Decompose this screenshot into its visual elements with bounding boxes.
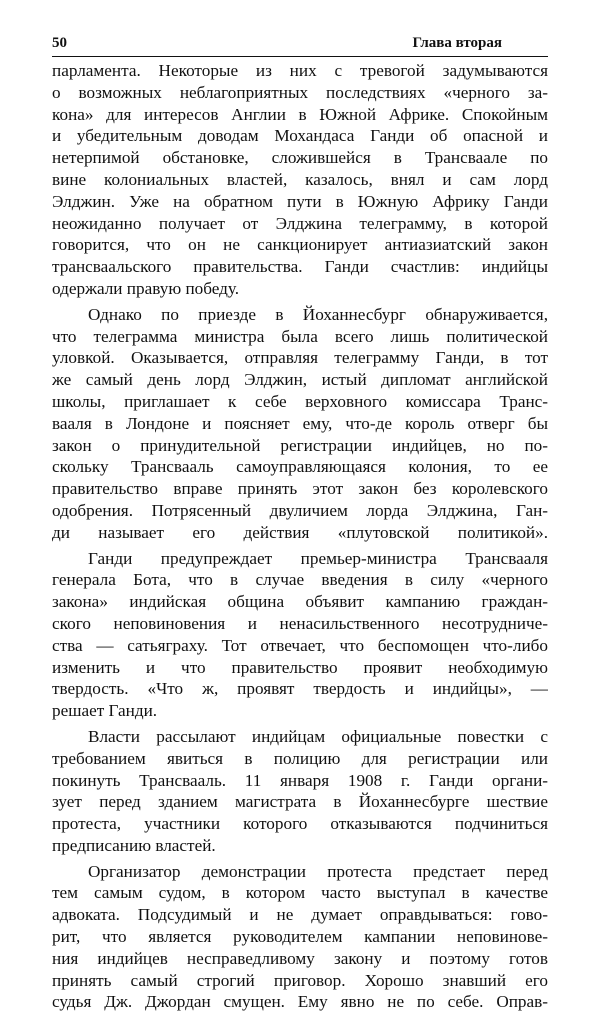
- text-line: изменить и что правительство проявит необходимую: [52, 657, 548, 677]
- text-line: что телеграмма министра была всего лишь политической: [52, 326, 548, 346]
- text-line: протеста, участники которого отказываются подчиниться: [52, 814, 548, 834]
- text-line: закона» индийская община объявит кампанию граждан-: [52, 592, 548, 612]
- paragraph: [52, 304, 548, 544]
- text-line: нетерпимой обстановке, сложившейся в Трансваале по: [52, 148, 548, 168]
- text-line: ского неповиновения и ненасильственного несотрудниче-: [52, 613, 548, 633]
- text-line: твердость. «Что ж, проявят твердость и индийцы», —: [52, 679, 548, 699]
- text-line: школы, приглашает к себе верховного комиссара Транс-: [52, 391, 548, 411]
- text-line: одобрения. Потрясенный двуличием лорда Элджина, Ган-: [52, 500, 548, 520]
- text-line: говорится, что он не санкционирует антиазиатский закон: [52, 235, 548, 255]
- body-text: [52, 60, 548, 1013]
- text-line: покинуть Трансвааль. 11 января 1908 г. Ганди органи-: [52, 770, 548, 790]
- chapter-title: Глава вторая: [412, 35, 502, 51]
- text-line: адвоката. Подсудимый и не думает оправдываться: гово-: [52, 905, 548, 925]
- text-line: Ганди предупреждает премьер-министра Трансвааля: [88, 548, 548, 568]
- text-line: Организатор демонстрации протеста предстает перед: [88, 861, 548, 881]
- text-line: рит, что является руководителем кампании неповинове-: [52, 927, 548, 947]
- text-line: ди называет его действия «плутовской политикой».: [52, 522, 548, 542]
- text-line: требованием явиться в полицию для регистрации или: [52, 748, 548, 768]
- text-line: правительство вправе принять этот закон без королевского: [52, 479, 548, 499]
- text-line: вине колониальных властей, казалось, внял и сам лорд: [52, 169, 548, 189]
- text-line: ния индийцев несправедливому закону и поэтому готов: [52, 948, 548, 968]
- text-line: решает Ганди.: [52, 701, 158, 721]
- text-line: трансваальского правительства. Ганди счастлив: индийцы: [52, 257, 548, 277]
- text-line: генерала Бота, что в случае введения в силу «черного: [52, 570, 548, 590]
- text-line: Однако по приезде в Йоханнесбург обнаруживается,: [88, 304, 548, 324]
- text-line: скольку Трансвааль самоуправляющаяся колония, то ее: [52, 457, 548, 477]
- text-line: вааля в Лондоне и поясняет ему, что-де король отверг бы: [52, 413, 548, 433]
- paragraph: [52, 548, 548, 722]
- text-line: закон о принудительной регистрации индийцев, но по-: [52, 435, 548, 455]
- page-number: 50: [52, 35, 67, 51]
- text-line: Власти рассылают индийцам официальные повестки с: [88, 726, 548, 746]
- text-line: о возможных неблагоприятных последствиях «черного за-: [52, 82, 548, 102]
- text-line: принять самый строгий приговор. Хорошо знавший его: [52, 970, 548, 990]
- text-line: же самый день лорд Элджин, истый дипломат английской: [52, 370, 548, 390]
- text-line: ства — сатьяграху. Тот отвечает, что беспомощен что-либо: [52, 635, 548, 655]
- book-page: [52, 34, 548, 1017]
- paragraph: [52, 861, 548, 1014]
- text-line: парламента. Некоторые из них с тревогой задумываются: [52, 61, 548, 80]
- text-line: судья Дж. Джордан смущен. Ему явно не по себе. Оправ-: [52, 992, 548, 1012]
- text-line: зует перед зданием магистрата в Йоханнесбурге шествие: [52, 792, 548, 812]
- paragraph: [52, 60, 548, 300]
- text-line: тем самым судом, в котором часто выступал в качестве: [52, 883, 548, 903]
- text-line: неожиданно получает от Элджина телеграмму, в которой: [52, 213, 548, 233]
- text-line: предписанию властей.: [52, 835, 216, 855]
- text-line: и убедительным доводам Мохандаса Ганди об опасной и: [52, 126, 548, 146]
- text-line: Элджин. Уже на обратном пути в Южную Африку Ганди: [52, 191, 548, 211]
- text-line: уловкой. Оказывается, отправляя телеграмму Ганди, в тот: [52, 348, 548, 368]
- text-line: одержали правую победу.: [52, 278, 240, 298]
- paragraph: [52, 726, 548, 857]
- running-header: [52, 34, 548, 57]
- text-line: кона» для интересов Англии в Южной Африке. Спокойным: [52, 104, 548, 124]
